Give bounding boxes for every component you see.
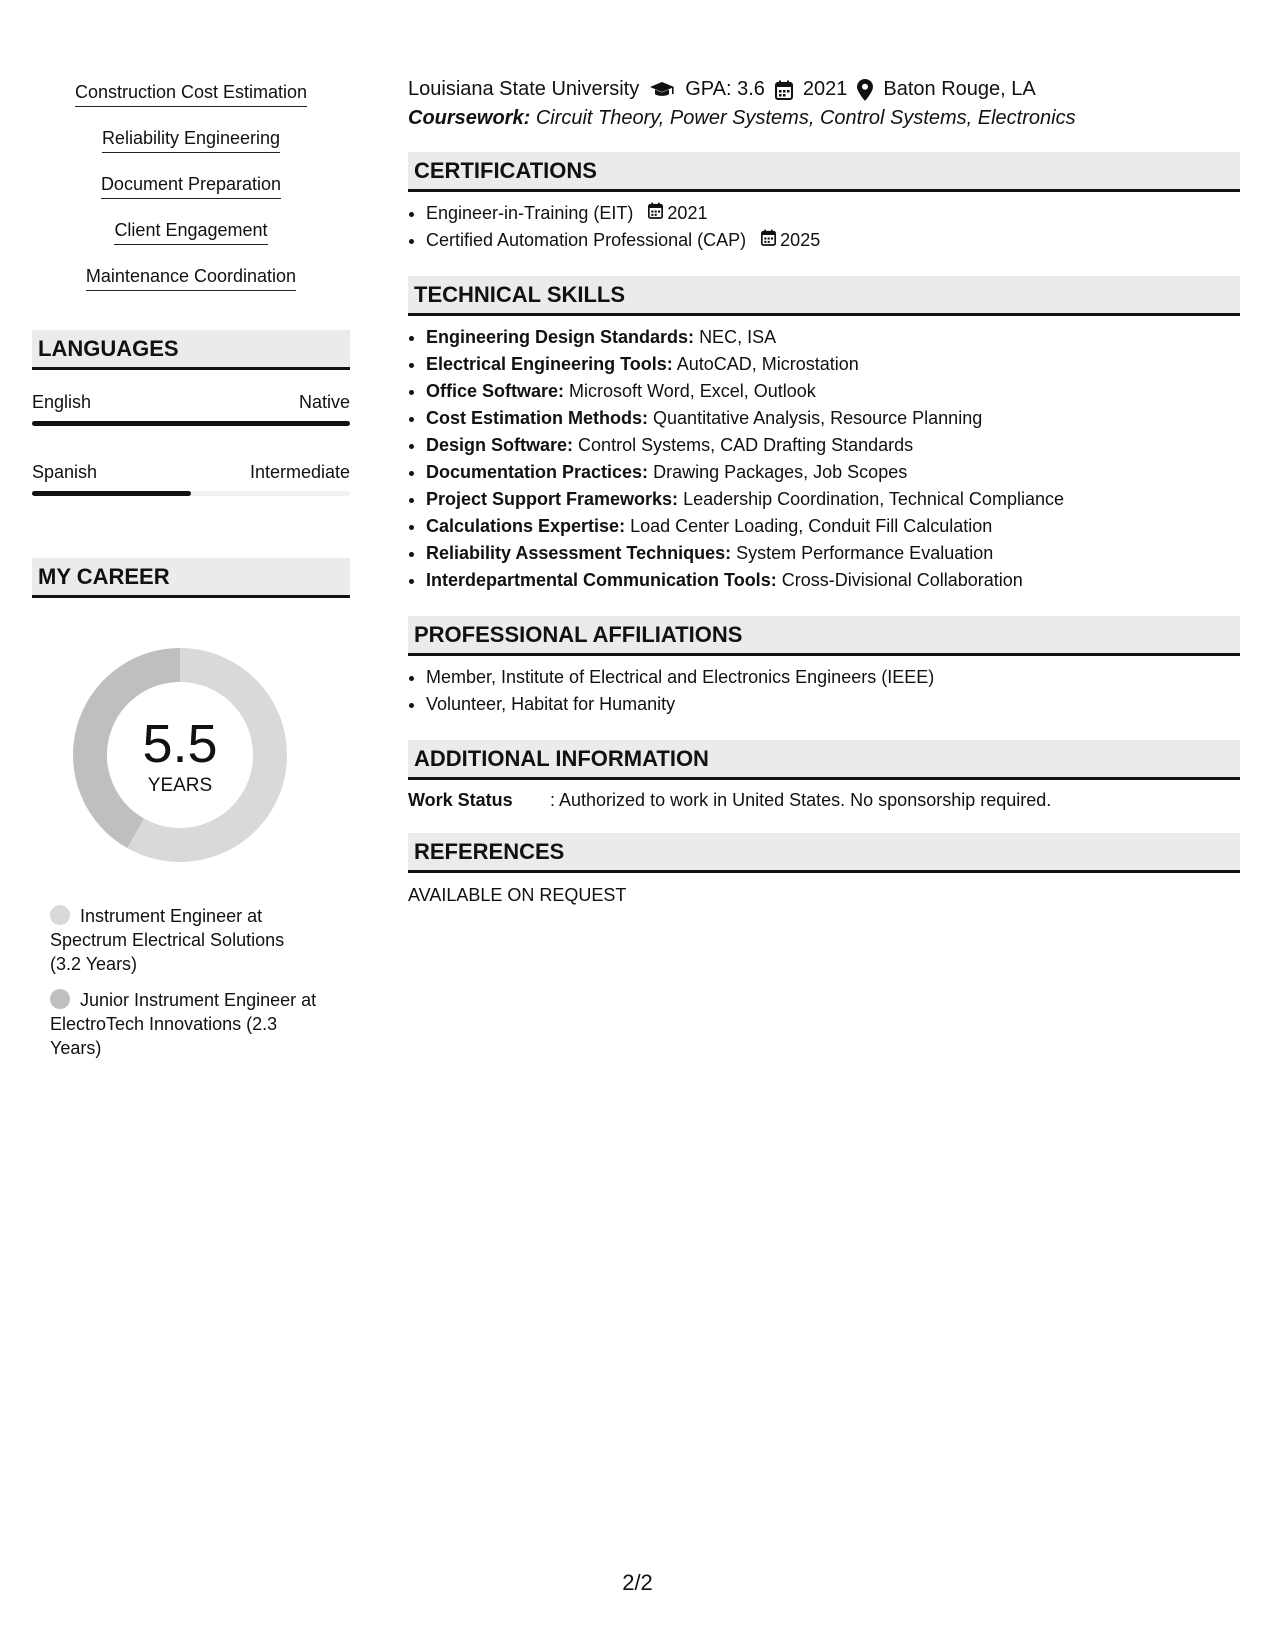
language-item <box>32 392 350 426</box>
list-item <box>426 567 1240 594</box>
work-status <box>408 790 1240 811</box>
school-name: Louisiana State University <box>408 78 640 100</box>
list-item <box>426 324 1240 351</box>
skill-tag: Document Preparation <box>101 174 281 199</box>
work-status-value: : Authorized to work in United States. No sponsorship required. <box>550 790 1052 810</box>
skill-values: Load Center Loading, Conduit Fill Calculation <box>630 516 993 536</box>
certifications-list <box>408 200 1240 254</box>
skill-values: System Performance Evaluation <box>736 543 994 563</box>
affiliations-heading: PROFESSIONAL AFFILIATIONS <box>408 616 1240 656</box>
certification-name: Engineer-in-Training (EIT) <box>426 203 634 223</box>
languages-heading: LANGUAGES <box>32 330 350 370</box>
language-item <box>32 462 350 496</box>
skill-category: Documentation Practices: <box>426 462 649 482</box>
additional-info-heading: ADDITIONAL INFORMATION <box>408 740 1240 780</box>
language-name: English <box>32 392 92 412</box>
map-pin-icon <box>857 79 873 101</box>
list-item <box>426 432 1240 459</box>
affiliations-list <box>408 664 1240 718</box>
career-donut-chart <box>65 640 295 870</box>
coursework-list: Circuit Theory, Power Systems, Control Systems, Electronics <box>535 107 1076 129</box>
graduation-year: 2021 <box>802 78 848 100</box>
list-item <box>426 540 1240 567</box>
skill-values: NEC, ISA <box>699 327 777 347</box>
certification-year: 2025 <box>780 230 821 250</box>
legend-item <box>50 988 320 1060</box>
coursework <box>408 107 1240 130</box>
skill-tags <box>32 82 350 312</box>
references-heading: REFERENCES <box>408 833 1240 873</box>
skill-tag: Reliability Engineering <box>102 128 280 153</box>
career-total-value: 5.5 <box>142 714 218 774</box>
skill-category: Office Software: <box>426 381 565 401</box>
skill-tag: Client Engagement <box>114 220 267 245</box>
language-name: Spanish <box>32 462 98 482</box>
skill-category: Engineering Design Standards: <box>426 327 695 347</box>
list-item <box>426 486 1240 513</box>
skill-category: Cost Estimation Methods: <box>426 408 649 428</box>
skill-values: Quantitative Analysis, Resource Planning <box>653 408 983 428</box>
skill-values: Leadership Coordination, Technical Compliance <box>683 489 1064 509</box>
calendar-icon <box>761 227 776 254</box>
technical-skills-list <box>408 324 1240 594</box>
certification-name: Certified Automation Professional (CAP) <box>426 230 747 250</box>
language-proficiency-fill <box>32 491 191 496</box>
skill-category: Calculations Expertise: <box>426 516 626 536</box>
list-item <box>426 351 1240 378</box>
skill-category: Electrical Engineering Tools: <box>426 354 673 374</box>
right-column <box>408 78 1240 906</box>
left-column <box>32 82 350 1072</box>
calendar-icon <box>648 200 663 227</box>
school-location: Baton Rouge, LA <box>883 78 1036 100</box>
list-item: • Volunteer, Habitat for Humanity <box>426 691 1240 718</box>
skill-values: Drawing Packages, Job Scopes <box>653 462 908 482</box>
legend-label: Junior Instrument Engineer at ElectroTech Innovations (2.3 Years) <box>50 990 317 1058</box>
certification-year: 2021 <box>667 203 708 223</box>
list-item <box>426 459 1240 486</box>
skill-values: Microsoft Word, Excel, Outlook <box>569 381 816 401</box>
skill-values: Cross-Divisional Collaboration <box>781 570 1023 590</box>
language-level: Intermediate <box>249 462 350 482</box>
graduation-cap-icon <box>649 81 675 99</box>
education-line <box>408 78 1240 101</box>
language-level: Native <box>298 392 350 412</box>
language-proficiency-bar <box>32 421 350 426</box>
skill-tag: Maintenance Coordination <box>86 266 296 291</box>
language-proficiency-bar <box>32 491 350 496</box>
skill-category: Project Support Frameworks: <box>426 489 679 509</box>
legend-label: Instrument Engineer at Spectrum Electrical Solutions (3.2 Years) <box>50 906 285 974</box>
work-status-label: Work Status <box>408 790 513 810</box>
skill-category: Reliability Assessment Techniques: <box>426 543 732 563</box>
list-item: • Member, Institute of Electrical and Electronics Engineers (IEEE) <box>426 664 1240 691</box>
skill-values: Control Systems, CAD Drafting Standards <box>578 435 914 455</box>
legend-swatch <box>50 905 70 925</box>
career-legend <box>50 904 320 1060</box>
gpa: GPA: 3.6 <box>685 78 765 100</box>
list-item <box>426 378 1240 405</box>
career-total-unit: YEARS <box>147 775 213 796</box>
language-proficiency-fill <box>32 421 350 426</box>
list-item <box>426 405 1240 432</box>
page-number: 2/2 <box>622 1570 653 1595</box>
skill-tag: Construction Cost Estimation <box>75 82 307 107</box>
skill-category: Interdepartmental Communication Tools: <box>426 570 777 590</box>
list-item <box>426 227 1240 254</box>
calendar-icon <box>775 80 793 100</box>
legend-swatch <box>50 989 70 1009</box>
skill-category: Design Software: <box>426 435 574 455</box>
skill-values: AutoCAD, Microstation <box>676 354 859 374</box>
list-item <box>426 513 1240 540</box>
list-item <box>426 200 1240 227</box>
technical-skills-heading: TECHNICAL SKILLS <box>408 276 1240 316</box>
career-heading: MY CAREER <box>32 558 350 598</box>
certifications-heading: CERTIFICATIONS <box>408 152 1240 192</box>
references-text: AVAILABLE ON REQUEST <box>408 885 627 905</box>
legend-item <box>50 904 320 976</box>
coursework-label: Coursework: <box>408 107 531 129</box>
